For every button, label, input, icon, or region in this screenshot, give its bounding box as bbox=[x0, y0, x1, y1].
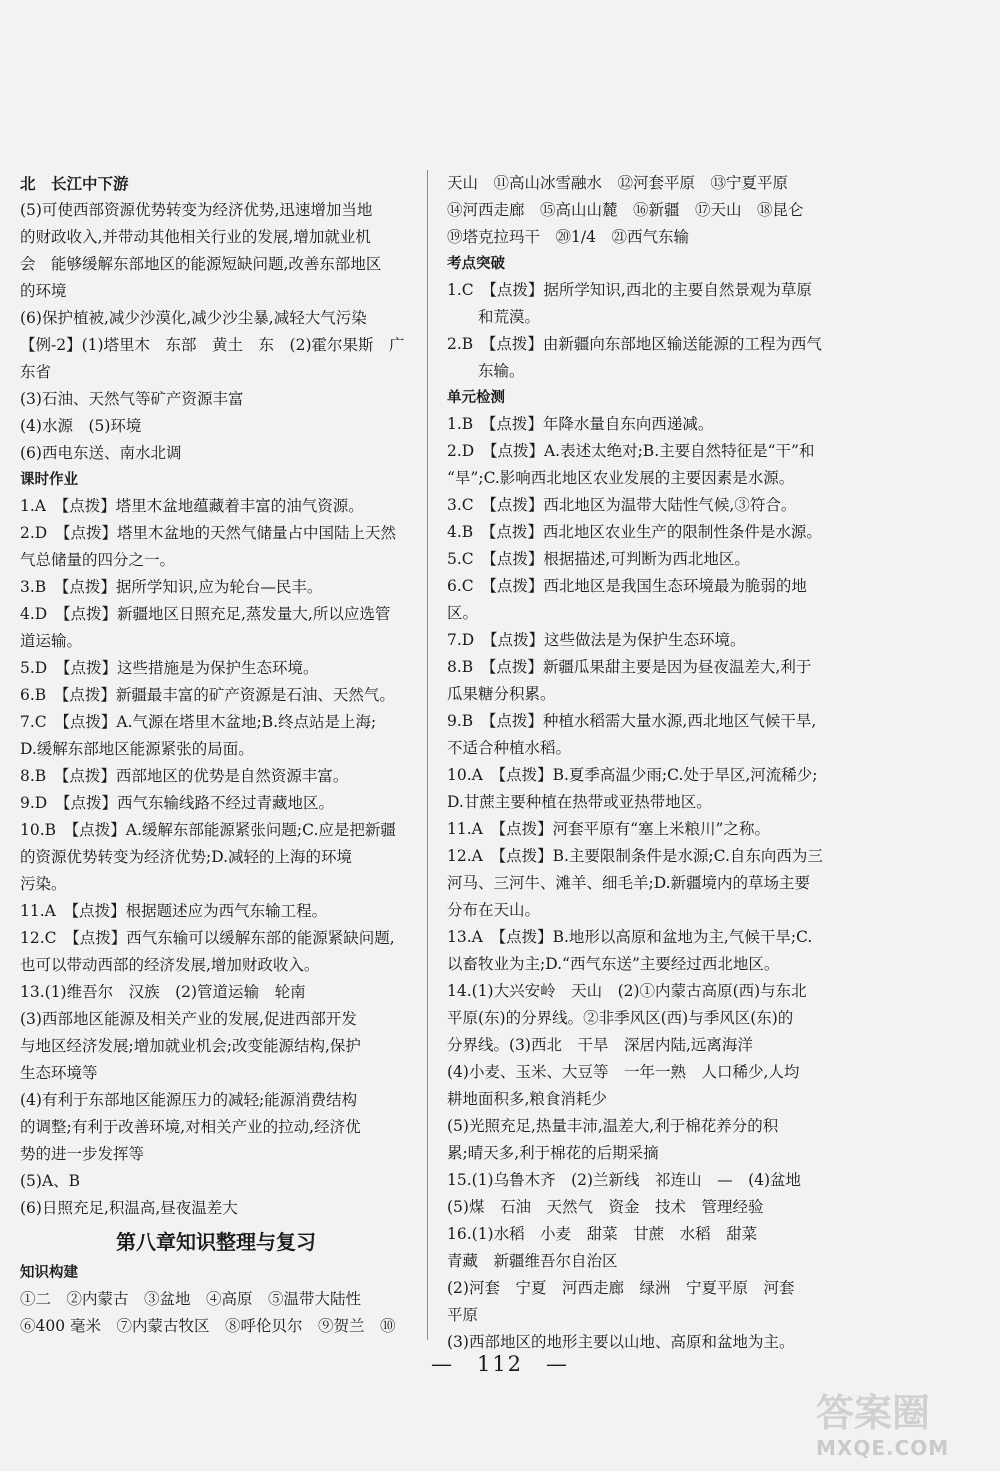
answer-line: 2.D 【点拨】塔里木盆地的天然气储量占中国陆上天然 bbox=[20, 524, 396, 542]
page-number: — 112 — bbox=[430, 1352, 570, 1376]
left-answer-lines bbox=[20, 170, 412, 1222]
answer-line: 2.B 【点拨】由新疆向东部地区输送能源的工程为西气 bbox=[447, 335, 822, 353]
answer-line: 的资源优势转变为经济优势;D.减轻的上海的环境 bbox=[20, 848, 353, 866]
answer-line: 10.A 【点拨】B.夏季高温少雨;C.处于旱区,河流稀少; bbox=[447, 766, 818, 784]
answer-line: 东省 bbox=[20, 363, 52, 381]
answer-line: 11.A 【点拨】河套平原有“塞上米粮川”之称。 bbox=[447, 820, 770, 838]
answer-line: 势的进一步发挥等 bbox=[20, 1145, 145, 1163]
answer-line: (4)水源 (5)环境 bbox=[20, 417, 142, 435]
right-answer-lines bbox=[447, 170, 847, 1356]
answer-line: 不适合种植水稻。 bbox=[447, 739, 572, 757]
answer-line: (5)A、B bbox=[20, 1172, 81, 1190]
answer-line: 5.C 【点拨】根据描述,可判断为西北地区。 bbox=[447, 550, 750, 568]
chapter-title: 第八章知识整理与复习 bbox=[116, 1230, 316, 1254]
section-heading: 知识构建 bbox=[20, 1265, 78, 1281]
answer-line: 的环境 bbox=[20, 282, 67, 300]
answer-line: (6)日照充足,积温高,昼夜温差大 bbox=[20, 1199, 238, 1217]
answer-line: 东输。 bbox=[447, 362, 525, 380]
answer-line: 和荒漠。 bbox=[447, 308, 541, 326]
answer-line: 12.C 【点拨】西气东输可以缓解东部的能源紧缺问题, bbox=[20, 929, 395, 947]
answer-line: 6.C 【点拨】西北地区是我国生态环境最为脆弱的地 bbox=[447, 577, 807, 595]
answer-line: ①二 ②内蒙古 ③盆地 ④高原 ⑤温带大陆性 bbox=[20, 1290, 362, 1308]
answer-line: 也可以带动西部的经济发展,增加财政收入。 bbox=[20, 956, 320, 974]
answer-line: D.缓解东部地区能源紧张的局面。 bbox=[20, 740, 254, 758]
answer-line: (4)小麦、玉米、大豆等 一年一熟 人口稀少,人均 bbox=[447, 1063, 800, 1081]
answer-line: 9.D 【点拨】西气东输线路不经过青藏地区。 bbox=[20, 794, 334, 812]
answer-line: 13.(1)维吾尔 汉族 (2)管道运输 轮南 bbox=[20, 983, 306, 1001]
answer-line: (2)河套 宁夏 河西走廊 绿洲 宁夏平原 河套 bbox=[447, 1279, 795, 1297]
answer-line: 1.B 【点拨】年降水量自东向西递减。 bbox=[447, 415, 714, 433]
answer-line: D.甘蔗主要种植在热带或亚热带地区。 bbox=[447, 793, 712, 811]
watermark-logo bbox=[816, 1390, 988, 1464]
answer-line: ⑥400 毫米 ⑦内蒙古牧区 ⑧呼伦贝尔 ⑨贺兰 ⑩ bbox=[20, 1317, 396, 1335]
right-column bbox=[447, 170, 847, 1356]
answer-line: 的调整;有利于改善环境,对相关产业的拉动,经济优 bbox=[20, 1118, 361, 1136]
answer-line: ⑲塔克拉玛干 ⑳1/4 ㉑西气东输 bbox=[447, 228, 689, 246]
answer-line: (3)西部地区的地形主要以山地、高原和盆地为主。 bbox=[447, 1333, 795, 1351]
answer-line: 会 能够缓解东部地区的能源短缺问题,改善东部地区 bbox=[20, 255, 382, 273]
answer-line: (5)煤 石油 天然气 资金 技术 管理经验 bbox=[447, 1198, 764, 1216]
answer-line: 瓜果糖分积累。 bbox=[447, 685, 556, 703]
answer-line: 3.C 【点拨】西北地区为温带大陆性气候,③符合。 bbox=[447, 496, 797, 514]
answer-line: 14.(1)大兴安岭 天山 (2)①内蒙古高原(西)与东北 bbox=[447, 982, 807, 1000]
answer-line: 生态环境等 bbox=[20, 1064, 98, 1082]
answer-line: 平原(东)的分界线。②非季风区(西)与季风区(东)的 bbox=[447, 1009, 794, 1027]
answer-line: 气总储量的四分之一。 bbox=[20, 551, 176, 569]
answer-line: 的财政收入,并带动其他相关行业的发展,增加就业机 bbox=[20, 228, 371, 246]
answer-line: 北 长江中下游 bbox=[20, 174, 129, 193]
answer-line: “旱”;C.影响西北地区农业发展的主要因素是水源。 bbox=[447, 469, 795, 487]
answer-line: (4)有利于东部地区能源压力的减轻;能源消费结构 bbox=[20, 1091, 358, 1109]
answer-line: 累;晴天多,利于棉花的后期采摘 bbox=[447, 1144, 659, 1162]
answer-line: 5.D 【点拨】这些措施是为保护生态环境。 bbox=[20, 659, 319, 677]
answer-line: 11.A 【点拨】根据题述应为西气东输工程。 bbox=[20, 902, 328, 920]
answer-line: 青藏 新疆维吾尔自治区 bbox=[447, 1252, 618, 1270]
answer-line: (5)光照充足,热量丰沛,温差大,利于棉花养分的积 bbox=[447, 1117, 779, 1135]
answer-line: 10.B 【点拨】A.缓解东部能源紧张问题;C.应是把新疆 bbox=[20, 821, 396, 839]
answer-line: 污染。 bbox=[20, 875, 67, 893]
answer-line: 1.A 【点拨】塔里木盆地蕴藏着丰富的油气资源。 bbox=[20, 497, 364, 515]
answer-line: 道运输。 bbox=[20, 632, 83, 650]
answer-line: 13.A 【点拨】B.地形以高原和盆地为主,气候干旱;C. bbox=[447, 928, 813, 946]
answer-line: 1.C 【点拨】据所学知识,西北的主要自然景观为草原 bbox=[447, 281, 812, 299]
answer-line: 6.B 【点拨】新疆最丰富的矿产资源是石油、天然气。 bbox=[20, 686, 395, 704]
answer-line: 区。 bbox=[447, 604, 479, 622]
answer-line: (6)保护植被,减少沙漠化,减少沙尘暴,减轻大气污染 bbox=[20, 309, 367, 327]
answer-line: 分界线。(3)西北 干旱 深居内陆,远离海洋 bbox=[447, 1036, 753, 1054]
answer-line: 4.D 【点拨】新疆地区日照充足,蒸发量大,所以应选管 bbox=[20, 605, 391, 623]
answer-line: 9.B 【点拨】种植水稻需大量水源,西北地区气候干旱, bbox=[447, 712, 817, 730]
answer-line: ⑭河西走廊 ⑮高山山麓 ⑯新疆 ⑰天山 ⑱昆仑 bbox=[447, 201, 804, 219]
section-heading: 考点突破 bbox=[447, 256, 505, 272]
section-heading: 课时作业 bbox=[20, 472, 78, 488]
answer-line: 2.D 【点拨】A.表述太绝对;B.主要自然特征是“干”和 bbox=[447, 442, 815, 460]
answer-line: 8.B 【点拨】新疆瓜果甜主要是因为昼夜温差大,利于 bbox=[447, 658, 812, 676]
answer-line: 平原 bbox=[447, 1306, 479, 1324]
answer-line: 7.D 【点拨】这些做法是为保护生态环境。 bbox=[447, 631, 746, 649]
answer-line: (3)西部地区能源及相关产业的发展,促进西部开发 bbox=[20, 1010, 357, 1028]
answer-line: 以畜牧业为主;D.“西气东送”主要经过西北地区。 bbox=[447, 955, 780, 973]
answer-line: (5)可使西部资源优势转变为经济优势,迅速增加当地 bbox=[20, 201, 373, 219]
answer-line: 12.A 【点拨】B.主要限制条件是水源;C.自东向西为三 bbox=[447, 847, 823, 865]
answer-line: 8.B 【点拨】西部地区的优势是自然资源丰富。 bbox=[20, 767, 349, 785]
answer-line: 分布在天山。 bbox=[447, 901, 541, 919]
watermark-url: MXQE.COM bbox=[816, 1436, 950, 1460]
answer-line: 河马、三河牛、滩羊、细毛羊;D.新疆境内的草场主要 bbox=[447, 874, 811, 892]
answer-line: 天山 ⑪高山冰雪融水 ⑫河套平原 ⑬宁夏平原 bbox=[447, 174, 789, 192]
column-divider bbox=[427, 170, 428, 1340]
answer-line: 与地区经济发展;增加就业机会;改变能源结构,保护 bbox=[20, 1037, 361, 1055]
knowledge-section bbox=[20, 1260, 412, 1340]
answer-line: 4.B 【点拨】西北地区农业生产的限制性条件是水源。 bbox=[447, 523, 822, 541]
answer-line: (3)石油、天然气等矿产资源丰富 bbox=[20, 390, 244, 408]
answer-line: 耕地面积多,粮食消耗少 bbox=[447, 1090, 607, 1108]
answer-line: 15.(1)乌鲁木齐 (2)兰新线 祁连山 — (4)盆地 bbox=[447, 1171, 802, 1189]
left-column bbox=[20, 170, 412, 1340]
answer-line: 7.C 【点拨】A.气源在塔里木盆地;B.终点站是上海; bbox=[20, 713, 377, 731]
answer-line: 3.B 【点拨】据所学知识,应为轮台—民丰。 bbox=[20, 578, 323, 596]
answer-line: 16.(1)水稻 小麦 甜菜 甘蔗 水稻 甜菜 bbox=[447, 1225, 758, 1243]
watermark-logo-text: 答案圈 bbox=[816, 1391, 931, 1435]
answer-line: (6)西电东送、南水北调 bbox=[20, 444, 182, 462]
answer-line: 【例-2】(1)塔里木 东部 黄土 东 (2)霍尔果斯 广 bbox=[20, 336, 405, 354]
section-heading: 单元检测 bbox=[447, 390, 505, 406]
